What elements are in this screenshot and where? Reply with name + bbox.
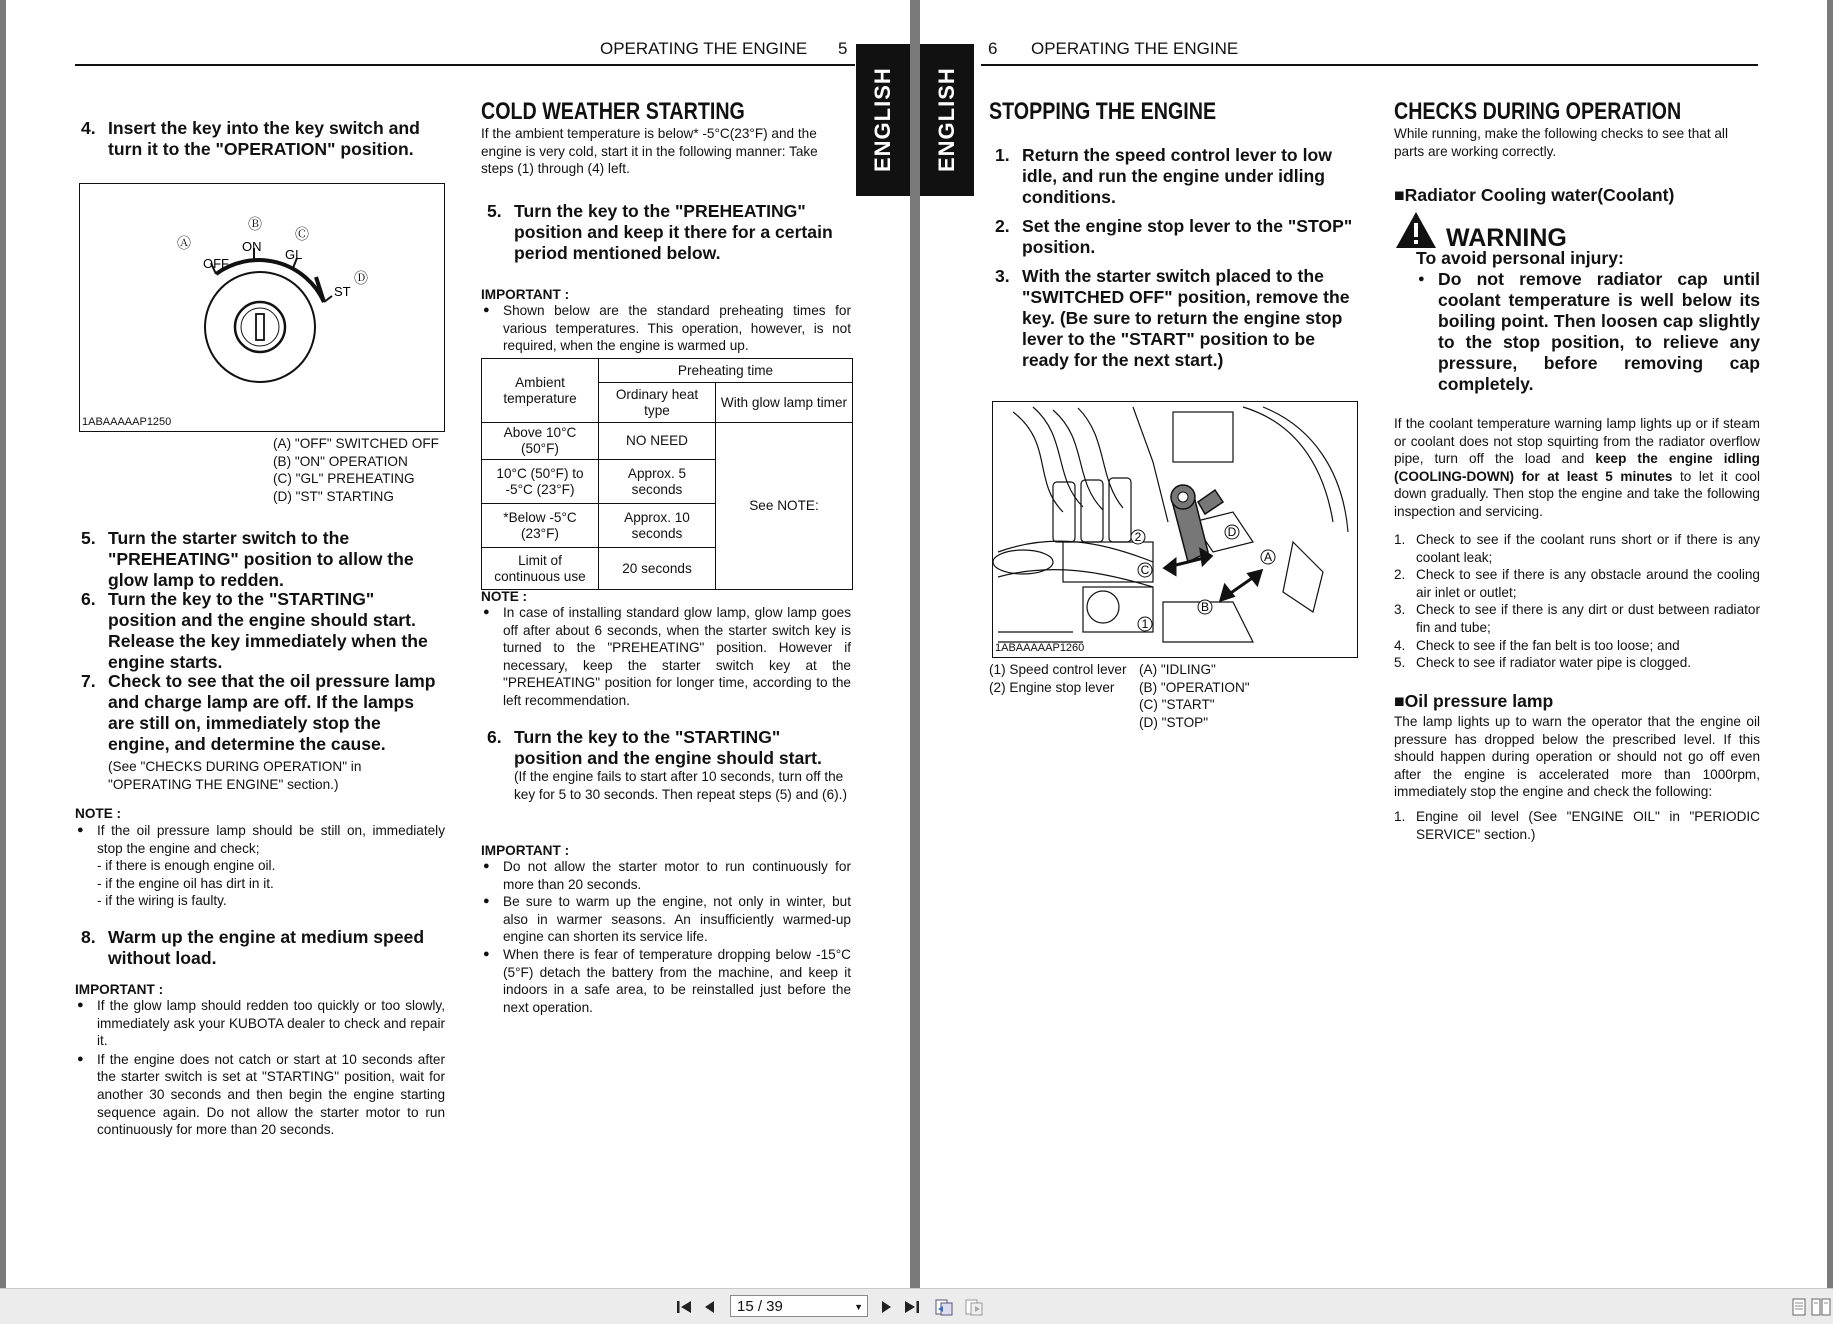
header-ambient-temperature: Ambient temperature (482, 359, 599, 423)
note-subitem: - if the engine oil has dirt in it. (97, 875, 274, 891)
right-page (920, 0, 1827, 1288)
important-item: ● If the engine does not catch or start at 10 seconds after the starter switch is set at "STARTING" position, wait for another 30 seconds and then begin the engine starting sequence again. Do not allow the starter motor to run continuously for more than 20 seconds. (75, 1051, 445, 1139)
step-number: 3. (995, 266, 1010, 286)
oil-pressure-heading: ■Oil pressure lamp (1394, 691, 1554, 711)
warning-word: WARNING (1446, 224, 1567, 252)
chevron-down-icon[interactable]: ▼ (854, 1302, 863, 1312)
item-number: 4. (1394, 637, 1406, 653)
next-view-icon[interactable] (964, 1297, 984, 1317)
position-c-marker: Ⓒ (295, 227, 309, 243)
warning-list (1416, 269, 1760, 395)
item-number: 2. (1394, 567, 1406, 583)
preheating-table (481, 358, 853, 590)
cell-ordinary: NO NEED (599, 423, 716, 460)
step-text: With the starter switch placed to the "SWITCHED OFF" position, remove the key. (Be sure to return the engine stop lever to the "START" position to be ready for the next start.) (1022, 266, 1350, 370)
list-item (1394, 531, 1760, 566)
header-rule (75, 64, 855, 66)
cold-weather-title: COLD WEATHER STARTING (481, 98, 745, 125)
warning-item: ● Do not remove radiator cap until coolant temperature is well below its boiling point. Then loosen cap slightly to the stop position, to relieve any pressure, before removing cap completely. (1416, 269, 1760, 395)
caption-d: (D) "STOP" (1139, 714, 1209, 730)
step-number: 6. (81, 589, 96, 609)
radiator-heading: ■Radiator Cooling water(Coolant) (1394, 185, 1675, 205)
page-number: 5 (838, 39, 848, 58)
gl-label: GL (285, 247, 303, 262)
important-item: ● Be sure to warm up the engine, not only in winter, but also in warmer seasons. An insufficiently warmed-up engine can shorten its service life. (481, 893, 851, 946)
warning-box (1394, 210, 1760, 395)
callout-2: 2 (1134, 530, 1142, 544)
note-subitem: - if the wiring is faulty. (97, 893, 227, 909)
coolant-checks-list (1394, 531, 1760, 672)
important-list (75, 997, 445, 1139)
item-number: 3. (1394, 602, 1406, 618)
step-text: Set the engine stop lever to the "STOP" position. (1022, 216, 1353, 257)
note-item: ● In case of installing standard glow lamp, glow lamp goes off after about 6 seconds, when the starter switch key is turned to the "PREHEATING" position. However if necessary, keep the starter switch key at the "PREHEATING" position for longer time, according to the left recommendation. (481, 604, 851, 710)
step-number: 6. (487, 727, 502, 747)
starter-important-list (481, 858, 851, 1016)
item-number: 5. (1394, 655, 1406, 671)
step-text: Warm up the engine at medium speed without load. (108, 927, 425, 968)
header-title: OPERATING THE ENGINE (600, 39, 808, 58)
note-subitem: - if there is enough engine oil. (97, 858, 276, 873)
step-text: Turn the key to the "STARTING" position and the engine should start. Release the key immediately when the engine starts. (108, 589, 428, 672)
previous-view-icon[interactable] (934, 1297, 954, 1317)
coolant-text: If the coolant temperature warning lamp lights up or if steam or coolant does not stop squirting from the radiator overflow pipe, turn off the load and (1394, 416, 1760, 467)
position-b-marker: Ⓑ (248, 217, 262, 233)
step-text: Turn the key to the "PREHEATING" position and keep it there for a certain period mentioned below. (514, 201, 833, 263)
item-text: Engine oil level (See "ENGINE OIL" in "PERIODIC SERVICE" section.) (1416, 809, 1760, 842)
header-title: OPERATING THE ENGINE (1031, 39, 1239, 58)
caption-b: (B) "OPERATION" (1139, 679, 1250, 695)
step-number: 5. (81, 528, 96, 548)
warning-triangle-icon (1394, 210, 1438, 250)
position-a-marker: Ⓐ (177, 236, 191, 252)
caption-speed-lever: (1) Speed control lever (989, 662, 1127, 677)
list-item (1394, 808, 1760, 843)
caption-stop-lever: (2) Engine stop lever (989, 679, 1115, 695)
important-item: ● Do not allow the starter motor to run continuously for more than 20 seconds. (481, 858, 851, 893)
engine-levers-figure (992, 401, 1358, 658)
item-text: Check to see if there is any dirt or dust between radiator fin and tube; (1416, 602, 1760, 635)
step-text: Return the speed control lever to low idle, and run the engine under idling conditions. (1022, 145, 1332, 207)
two-page-view-icon[interactable] (1811, 1297, 1831, 1317)
step-text: Turn the key to the "STARTING" position and the engine should start. (514, 727, 822, 768)
note-label: NOTE : (75, 806, 122, 821)
cell-temperature: 10°C (50°F) to -5°C (23°F) (482, 460, 599, 504)
cell-ordinary: Approx. 10 seconds (599, 504, 716, 548)
caption-a: (A) "IDLING" (1139, 662, 1216, 677)
table-row (482, 423, 853, 460)
list-item (1394, 654, 1760, 672)
item-text: Check to see if radiator water pipe is clogged. (1416, 655, 1692, 671)
step-number: 1. (995, 145, 1010, 165)
previous-page-icon[interactable] (700, 1297, 720, 1317)
figure-id: 1ABAAAAAP1260 (995, 642, 1085, 654)
header-glow-lamp-timer: With glow lamp timer (716, 383, 853, 423)
callout-b: B (1200, 600, 1210, 614)
key-switch-figure (79, 183, 445, 432)
checks-title: CHECKS DURING OPERATION (1394, 98, 1682, 125)
st-label: ST (334, 284, 351, 299)
important-label: IMPORTANT : (75, 982, 164, 997)
important-label: IMPORTANT : (481, 843, 570, 858)
item-text: Check to see if the fan belt is too loose; and (1416, 637, 1680, 653)
header-preheating-time: Preheating time (599, 359, 853, 383)
cold-weather-intro: If the ambient temperature is below* -5°C(23°F) and the engine is very cold, start it in the following manner: Take steps (1) through (4) left. (481, 126, 818, 177)
step-text: Insert the key into the key switch and turn it to the "OPERATION" position. (108, 118, 420, 159)
caption-d: (D) "ST" STARTING (273, 488, 394, 504)
important-item: ● Shown below are the standard preheating times for various temperatures. This operation, however, is not required, when the engine is warmed up. (481, 302, 851, 355)
page-indicator: 15 / 39 (737, 1298, 783, 1315)
list-item (1394, 566, 1760, 601)
figure-id: 1ABAAAAAP1250 (82, 416, 172, 428)
note-subitems (97, 857, 437, 910)
list-item (1394, 601, 1760, 636)
lever-captions-positions (1139, 661, 1289, 731)
cell-temperature: Above 10°C (50°F) (482, 423, 599, 460)
page-number: 6 (988, 39, 998, 58)
cold-step-6-note: (If the engine fails to start after 10 seconds, turn off the key for 5 to 30 seconds. Then repeat steps (5) and (6).) (514, 769, 847, 802)
preheat-important-list (481, 302, 851, 355)
lever-captions-numbers (989, 661, 1139, 696)
caption-c: (C) "GL" PREHEATING (273, 471, 415, 487)
caption-b: (B) "ON" OPERATION (273, 453, 408, 469)
checks-intro: While running, make the following checks to see that all parts are working correctly. (1394, 126, 1728, 159)
language-tab: ENGLISH (856, 44, 910, 196)
callout-a: A (1263, 550, 1273, 564)
note-label: NOTE : (481, 589, 528, 604)
cooling-down-emphasis: keep the engine idling (COOLING-DOWN) for at least 5 minutes (1394, 451, 1760, 484)
left-page (6, 0, 910, 1288)
coolant-paragraph (1394, 415, 1760, 521)
coolant-text: to let it cool down gradually. Then stop the engine and take the following inspection and servicing. (1394, 468, 1760, 519)
viewer-toolbar (0, 1288, 1833, 1324)
item-number: 1. (1394, 809, 1406, 824)
cell-ordinary: 20 seconds (599, 548, 716, 590)
caption-a: (A) "OFF" SWITCHED OFF (273, 436, 439, 451)
page-number-field[interactable] (730, 1295, 868, 1317)
position-d-marker: Ⓓ (354, 271, 368, 287)
cell-temperature: Limit of continuous use (482, 548, 599, 590)
glow-lamp-note-list (481, 604, 851, 710)
first-page-icon[interactable] (674, 1297, 694, 1317)
cell-ordinary: Approx. 5 seconds (599, 460, 716, 504)
important-item: ● If the glow lamp should redden too quickly or too slowly, immediately ask your KUBOTA dealer to check and repair it. (75, 997, 445, 1050)
important-item: ● When there is fear of temperature dropping below -15°C (5°F) detach the battery from the machine, and keep it indoors in a safe area, to be reinstalled just before the next operation. (481, 946, 851, 1016)
oil-checks-list (1394, 808, 1760, 843)
engine-levers-drawing (993, 402, 1357, 657)
cell-temperature: *Below -5°C (23°F) (482, 504, 599, 548)
step-number: 7. (81, 671, 96, 691)
step-7-reference: (See "CHECKS DURING OPERATION" in "OPERATING THE ENGINE" section.) (108, 759, 362, 792)
key-switch-captions (273, 435, 473, 505)
important-label: IMPORTANT : (481, 287, 570, 302)
language-tab: ENGLISH (920, 44, 974, 196)
step-number: 8. (81, 927, 96, 947)
note-item: ● If the oil pressure lamp should be still on, immediately stop the engine and check; (75, 822, 445, 857)
item-text: Check to see if there is any obstacle around the cooling air inlet or outlet; (1416, 567, 1760, 600)
key-switch-drawing (80, 184, 444, 431)
step-number: 5. (487, 201, 502, 221)
step-number: 4. (81, 118, 96, 138)
item-number: 1. (1394, 532, 1406, 547)
off-label: OFF (203, 256, 229, 271)
callout-1: 1 (1141, 617, 1149, 631)
header-rule (981, 64, 1758, 66)
oil-pressure-paragraph: The lamp lights up to warn the operator that the engine oil pressure has dropped below the prescribed level. If this should happen during operation or should not go off even after the engine is accelerated more than 1000rpm, immediately stop the engine and check the following: (1394, 714, 1760, 800)
last-page-icon[interactable] (902, 1297, 922, 1317)
item-text: Check to see if the coolant runs short or if there is any coolant leak; (1416, 532, 1760, 565)
step-text: Check to see that the oil pressure lamp and charge lamp are off. If the lamps are still on, immediately stop the engine, and determine the cause. (108, 671, 436, 754)
list-item (1394, 637, 1760, 655)
header-ordinary-heat-type: Ordinary heat type (599, 383, 716, 423)
note-list (75, 822, 445, 857)
next-page-icon[interactable] (876, 1297, 896, 1317)
single-page-view-icon[interactable] (1789, 1297, 1809, 1317)
callout-c: C (1140, 563, 1150, 577)
warning-lead: To avoid personal injury: (1416, 248, 1624, 268)
step-text: Turn the starter switch to the "PREHEATING" position to allow the glow lamp to redden. (108, 528, 414, 590)
step-number: 2. (995, 216, 1010, 236)
stopping-engine-title: STOPPING THE ENGINE (989, 98, 1217, 125)
callout-d: D (1227, 525, 1237, 539)
cell-see-note: See NOTE: (716, 423, 853, 590)
on-label: ON (242, 239, 262, 254)
caption-c: (C) "START" (1139, 697, 1215, 713)
